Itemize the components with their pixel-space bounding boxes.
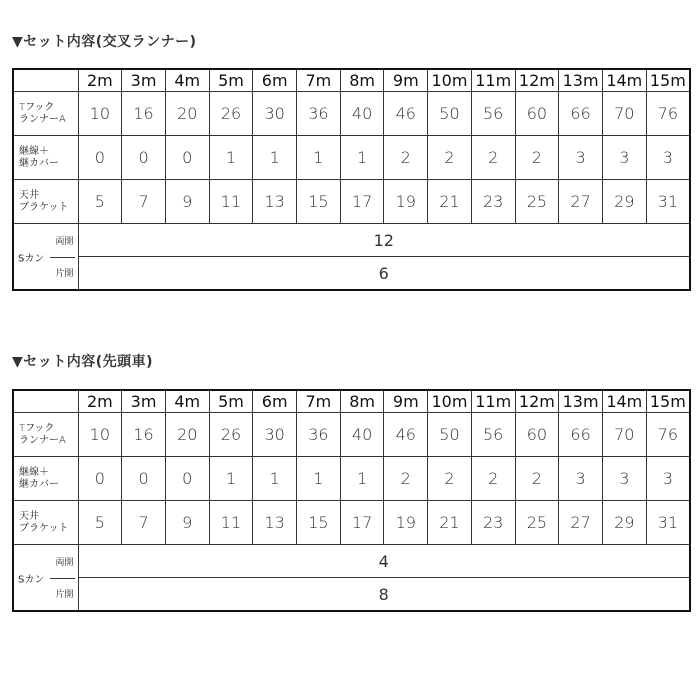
s-kan-row-double [13, 224, 690, 257]
row-label: 継線＋ 継カバー [13, 457, 78, 501]
quantity-cell: 3 [559, 457, 603, 501]
length-header: 2m [78, 69, 122, 92]
double-open-label: 両開 [55, 237, 74, 247]
quantity-cell: 7 [122, 180, 166, 224]
quantity-cell: 27 [559, 501, 603, 545]
quantity-cell: 0 [165, 136, 209, 180]
table-row [13, 501, 690, 545]
quantity-cell: 1 [209, 136, 253, 180]
quantity-cell: 1 [253, 457, 297, 501]
row-label: 継線＋ 継カバー [13, 136, 78, 180]
quantity-cell: 31 [646, 180, 690, 224]
quantity-cell: 36 [297, 413, 341, 457]
corner-cell [13, 69, 78, 92]
quantity-cell: 17 [340, 180, 384, 224]
quantity-cell: 17 [340, 501, 384, 545]
quantity-cell: 2 [515, 457, 559, 501]
row-label: Tフック ランナーA [13, 92, 78, 136]
s-kan-label-cell [13, 545, 78, 612]
table-row [13, 180, 690, 224]
s-kan-row-double [13, 545, 690, 578]
spec-table-2 [12, 389, 691, 612]
length-header: 7m [297, 390, 341, 413]
quantity-cell: 60 [515, 413, 559, 457]
s-kan-single-value: 8 [78, 578, 690, 612]
quantity-cell: 46 [384, 413, 428, 457]
quantity-cell: 11 [209, 501, 253, 545]
row-label: 天井 ブラケット [13, 501, 78, 545]
quantity-cell: 13 [253, 180, 297, 224]
quantity-cell: 70 [602, 92, 646, 136]
table-row [13, 413, 690, 457]
quantity-cell: 20 [165, 413, 209, 457]
quantity-cell: 2 [384, 136, 428, 180]
quantity-cell: 19 [384, 180, 428, 224]
length-header: 6m [253, 69, 297, 92]
s-kan-double-value: 12 [78, 224, 690, 257]
quantity-cell: 26 [209, 92, 253, 136]
quantity-cell: 19 [384, 501, 428, 545]
row-label: Tフック ランナーA [13, 413, 78, 457]
quantity-cell: 9 [165, 501, 209, 545]
length-header: 14m [602, 69, 646, 92]
quantity-cell: 50 [428, 413, 472, 457]
quantity-cell: 3 [602, 136, 646, 180]
quantity-cell: 66 [559, 413, 603, 457]
quantity-cell: 40 [340, 413, 384, 457]
length-header: 15m [646, 69, 690, 92]
length-header: 7m [297, 69, 341, 92]
length-header: 9m [384, 390, 428, 413]
length-header: 13m [559, 69, 603, 92]
quantity-cell: 11 [209, 180, 253, 224]
header-row [13, 69, 690, 92]
quantity-cell: 40 [340, 92, 384, 136]
quantity-cell: 27 [559, 180, 603, 224]
quantity-cell: 0 [122, 136, 166, 180]
quantity-cell: 2 [384, 457, 428, 501]
section-title-2: ▼セット内容(先頭車) [12, 354, 154, 370]
length-header: 4m [165, 69, 209, 92]
quantity-cell: 25 [515, 501, 559, 545]
quantity-cell: 29 [602, 501, 646, 545]
quantity-cell: 5 [78, 501, 122, 545]
s-kan-double-value: 4 [78, 545, 690, 578]
quantity-cell: 3 [559, 136, 603, 180]
single-open-label: 片開 [55, 590, 74, 600]
quantity-cell: 0 [78, 457, 122, 501]
length-header: 9m [384, 69, 428, 92]
quantity-cell: 3 [602, 457, 646, 501]
quantity-cell: 46 [384, 92, 428, 136]
length-header: 15m [646, 390, 690, 413]
quantity-cell: 1 [340, 136, 384, 180]
quantity-cell: 2 [471, 136, 515, 180]
quantity-cell: 23 [471, 501, 515, 545]
quantity-cell: 2 [428, 136, 472, 180]
quantity-cell: 15 [297, 501, 341, 545]
double-open-label: 両開 [55, 558, 74, 568]
quantity-cell: 30 [253, 92, 297, 136]
quantity-cell: 31 [646, 501, 690, 545]
quantity-cell: 0 [165, 457, 209, 501]
s-kan-divider [50, 578, 75, 579]
length-header: 14m [602, 390, 646, 413]
quantity-cell: 16 [122, 413, 166, 457]
quantity-cell: 3 [646, 457, 690, 501]
quantity-cell: 10 [78, 92, 122, 136]
quantity-cell: 9 [165, 180, 209, 224]
s-kan-single-value: 6 [78, 257, 690, 291]
quantity-cell: 15 [297, 180, 341, 224]
s-kan-label-cell [13, 224, 78, 291]
length-header: 5m [209, 69, 253, 92]
length-header: 11m [471, 69, 515, 92]
section-title-1: ▼セット内容(交叉ランナー) [12, 34, 197, 50]
length-header: 13m [559, 390, 603, 413]
table-row [13, 92, 690, 136]
spec-table-1 [12, 68, 691, 291]
quantity-cell: 13 [253, 501, 297, 545]
quantity-cell: 21 [428, 180, 472, 224]
quantity-cell: 5 [78, 180, 122, 224]
quantity-cell: 20 [165, 92, 209, 136]
quantity-cell: 66 [559, 92, 603, 136]
quantity-cell: 70 [602, 413, 646, 457]
length-header: 11m [471, 390, 515, 413]
quantity-cell: 56 [471, 413, 515, 457]
header-row [13, 390, 690, 413]
quantity-cell: 0 [122, 457, 166, 501]
length-header: 12m [515, 390, 559, 413]
quantity-cell: 50 [428, 92, 472, 136]
quantity-cell: 0 [78, 136, 122, 180]
quantity-cell: 76 [646, 92, 690, 136]
row-label: 天井 ブラケット [13, 180, 78, 224]
table-row [13, 457, 690, 501]
length-header: 10m [428, 69, 472, 92]
corner-cell [13, 390, 78, 413]
s-kan-row-single [13, 578, 690, 612]
s-kan-row-single [13, 257, 690, 291]
quantity-cell: 2 [428, 457, 472, 501]
quantity-cell: 26 [209, 413, 253, 457]
quantity-cell: 21 [428, 501, 472, 545]
quantity-cell: 7 [122, 501, 166, 545]
quantity-cell: 56 [471, 92, 515, 136]
quantity-cell: 3 [646, 136, 690, 180]
quantity-cell: 2 [515, 136, 559, 180]
length-header: 3m [122, 390, 166, 413]
length-header: 8m [340, 390, 384, 413]
s-kan-label: Sカン [18, 253, 45, 264]
length-header: 10m [428, 390, 472, 413]
s-kan-label: Sカン [18, 574, 45, 585]
single-open-label: 片開 [55, 269, 74, 279]
quantity-cell: 76 [646, 413, 690, 457]
quantity-cell: 1 [253, 136, 297, 180]
quantity-cell: 2 [471, 457, 515, 501]
length-header: 6m [253, 390, 297, 413]
length-header: 4m [165, 390, 209, 413]
table-row [13, 136, 690, 180]
quantity-cell: 10 [78, 413, 122, 457]
length-header: 5m [209, 390, 253, 413]
quantity-cell: 25 [515, 180, 559, 224]
quantity-cell: 1 [297, 457, 341, 501]
quantity-cell: 36 [297, 92, 341, 136]
quantity-cell: 16 [122, 92, 166, 136]
length-header: 3m [122, 69, 166, 92]
quantity-cell: 29 [602, 180, 646, 224]
quantity-cell: 23 [471, 180, 515, 224]
length-header: 2m [78, 390, 122, 413]
s-kan-divider [50, 257, 75, 258]
quantity-cell: 30 [253, 413, 297, 457]
quantity-cell: 60 [515, 92, 559, 136]
quantity-cell: 1 [340, 457, 384, 501]
quantity-cell: 1 [209, 457, 253, 501]
length-header: 12m [515, 69, 559, 92]
quantity-cell: 1 [297, 136, 341, 180]
length-header: 8m [340, 69, 384, 92]
